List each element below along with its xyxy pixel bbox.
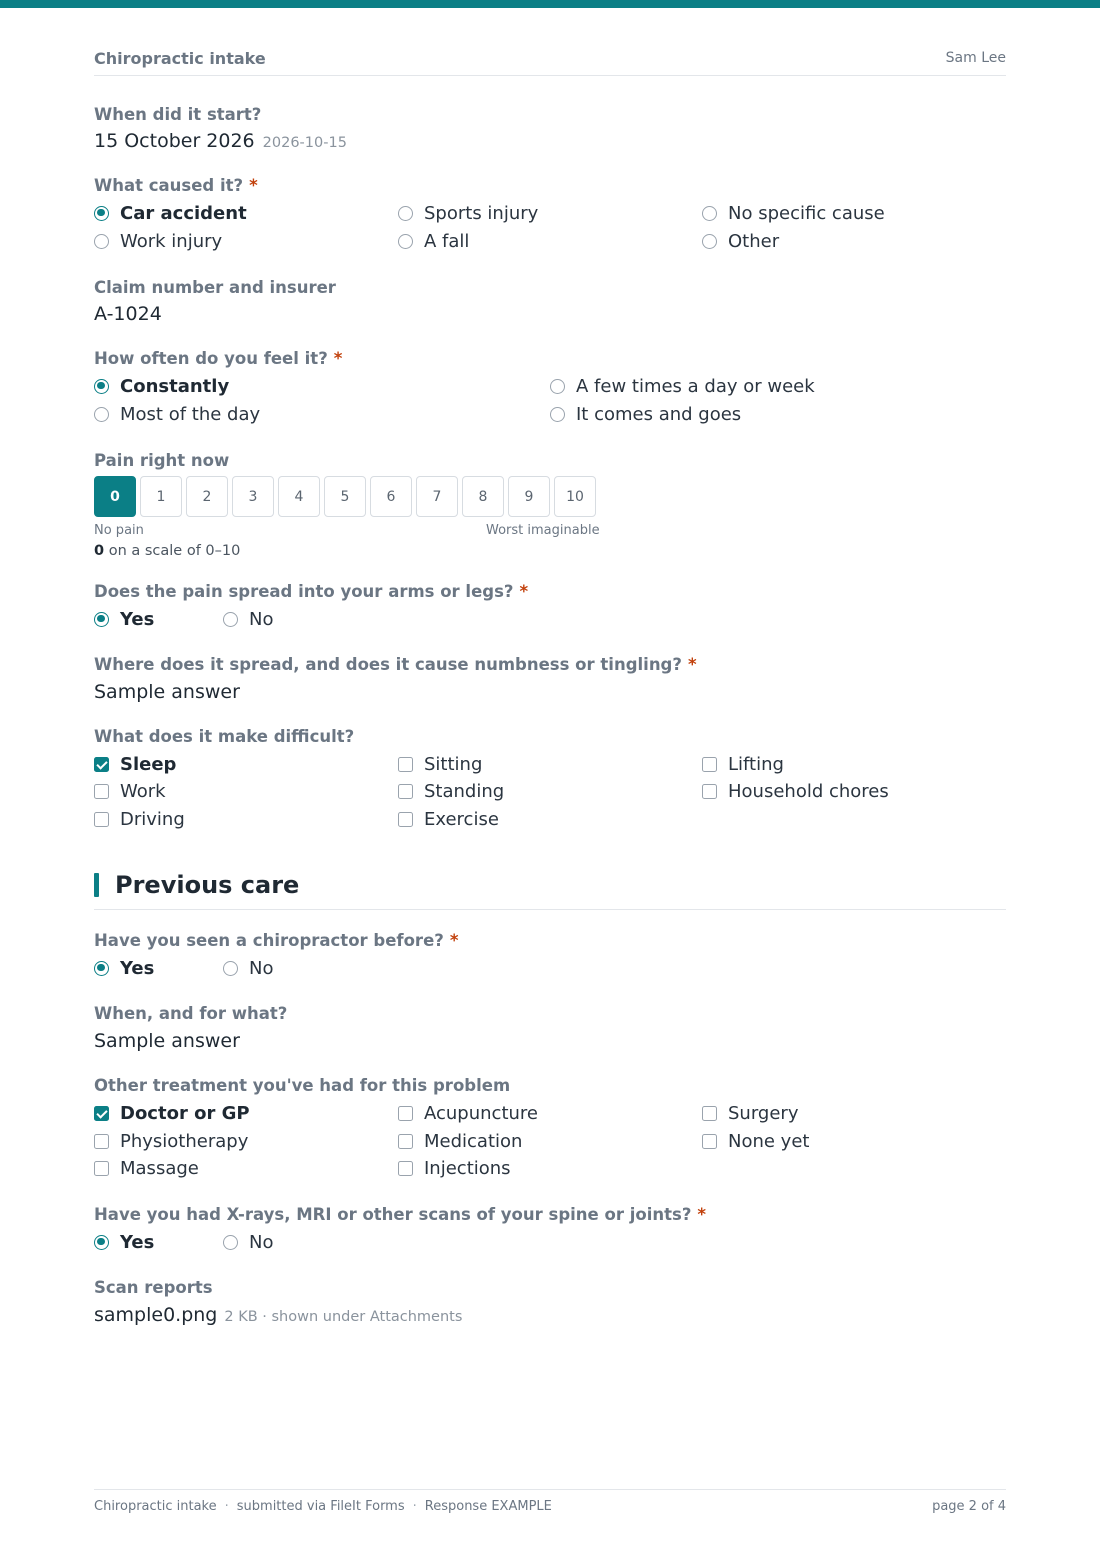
checkbox-icon [398, 784, 413, 799]
checkbox-icon [94, 784, 109, 799]
radio-icon [398, 206, 413, 221]
question-seen-before-label: Have you seen a chiropractor before? * [94, 931, 459, 950]
treatment-option-acupuncture[interactable]: Acupuncture [398, 1102, 538, 1124]
spread-option-no[interactable]: No [223, 608, 273, 630]
question-spread-label: Does the pain spread into your arms or legs? * [94, 582, 529, 601]
page-number: page 2 of 4 [932, 1499, 1006, 1514]
answer-spread-where: Sample answer [94, 681, 240, 703]
required-marker: * [333, 349, 343, 368]
radio-selected-icon [94, 206, 109, 221]
user-name: Sam Lee [945, 50, 1006, 66]
pain-value: 0 [94, 543, 105, 559]
required-marker: * [697, 1205, 707, 1224]
cause-option-work-injury[interactable]: Work injury [94, 230, 222, 252]
pain-scale-option-9[interactable]: 9 [508, 476, 550, 517]
checkbox-icon [398, 757, 413, 772]
pain-value-summary: 0 on a scale of 0–10 [94, 543, 241, 559]
checkbox-icon [94, 1134, 109, 1149]
pain-scale-high-label: Worst imaginable [486, 523, 600, 538]
radio-selected-icon [94, 1235, 109, 1250]
answer-start-date: 15 October 2026 2026-10-15 [94, 130, 347, 152]
radio-selected-icon [94, 961, 109, 976]
radio-icon [223, 612, 238, 627]
frequency-option-constantly[interactable]: Constantly [94, 375, 229, 397]
question-scan-reports-label: Scan reports [94, 1278, 213, 1297]
checkbox-icon [702, 757, 717, 772]
radio-icon [223, 1235, 238, 1250]
footer-info: Chiropractic intake · submitted via FileIt Forms · Response EXAMPLE [94, 1499, 552, 1514]
scans-option-no[interactable]: No [223, 1231, 273, 1253]
treatment-option-surgery[interactable]: Surgery [702, 1102, 798, 1124]
section-previous-care [94, 871, 1006, 910]
pain-scale-option-2[interactable]: 2 [186, 476, 228, 517]
checkbox-icon [398, 1106, 413, 1121]
question-when-what-label: When, and for what? [94, 1004, 288, 1023]
treatment-option-physiotherapy[interactable]: Physiotherapy [94, 1130, 248, 1152]
treatment-option-medication[interactable]: Medication [398, 1130, 522, 1152]
checkbox-icon [702, 1106, 717, 1121]
checkbox-icon [398, 1134, 413, 1149]
checkbox-icon [398, 1161, 413, 1176]
frequency-option-most-of-day[interactable]: Most of the day [94, 403, 260, 425]
difficult-option-lifting[interactable]: Lifting [702, 753, 784, 775]
scans-option-yes[interactable]: Yes [94, 1231, 154, 1253]
difficult-option-sleep[interactable]: Sleep [94, 753, 176, 775]
seen-before-option-yes[interactable]: Yes [94, 957, 154, 979]
checkbox-icon [702, 1134, 717, 1149]
radio-icon [702, 234, 717, 249]
radio-icon [702, 206, 717, 221]
question-spread-where-label: Where does it spread, and does it cause numbness or tingling? * [94, 655, 697, 674]
answer-start-iso: 2026-10-15 [262, 135, 347, 151]
cause-option-sports-injury[interactable]: Sports injury [398, 202, 538, 224]
section-accent-bar [94, 873, 99, 897]
question-scans-label: Have you had X-rays, MRI or other scans of your spine or joints? * [94, 1205, 707, 1224]
cause-option-no-specific-cause[interactable]: No specific cause [702, 202, 885, 224]
question-claim-label: Claim number and insurer [94, 278, 336, 297]
frequency-option-few-times[interactable]: A few times a day or week [550, 375, 815, 397]
difficult-option-driving[interactable]: Driving [94, 808, 185, 830]
page-header [94, 48, 1006, 76]
checkbox-icon [398, 812, 413, 827]
treatment-option-none-yet[interactable]: None yet [702, 1130, 809, 1152]
required-marker: * [249, 176, 258, 195]
pain-scale [94, 476, 596, 517]
checkbox-checked-icon [94, 1106, 109, 1121]
attachment-file-name: sample0.png [94, 1304, 218, 1326]
pain-scale-option-6[interactable]: 6 [370, 476, 412, 517]
top-accent-bar [0, 0, 1100, 8]
required-marker: * [687, 655, 697, 674]
answer-claim: A-1024 [94, 303, 162, 325]
question-difficult-label: What does it make difficult? [94, 727, 355, 746]
pain-scale-option-5[interactable]: 5 [324, 476, 366, 517]
difficult-option-household-chores[interactable]: Household chores [702, 780, 889, 802]
difficult-option-standing[interactable]: Standing [398, 780, 504, 802]
pain-scale-option-8[interactable]: 8 [462, 476, 504, 517]
pain-scale-option-0[interactable]: 0 [94, 476, 136, 517]
question-frequency-label: How often do you feel it? * [94, 349, 343, 368]
pain-scale-option-7[interactable]: 7 [416, 476, 458, 517]
form-title: Chiropractic intake [94, 49, 266, 68]
radio-icon [94, 407, 109, 422]
difficult-option-sitting[interactable]: Sitting [398, 753, 482, 775]
pain-scale-low-label: No pain [94, 523, 144, 538]
treatment-option-injections[interactable]: Injections [398, 1157, 511, 1179]
cause-option-car-accident[interactable]: Car accident [94, 202, 247, 224]
frequency-option-comes-and-goes[interactable]: It comes and goes [550, 403, 741, 425]
difficult-option-exercise[interactable]: Exercise [398, 808, 499, 830]
answer-when-what: Sample answer [94, 1030, 240, 1052]
treatment-option-massage[interactable]: Massage [94, 1157, 199, 1179]
question-start-label: When did it start? [94, 105, 262, 124]
checkbox-icon [702, 784, 717, 799]
difficult-option-work[interactable]: Work [94, 780, 166, 802]
question-pain-label: Pain right now [94, 451, 230, 470]
radio-icon [550, 407, 565, 422]
attachment-scan-report [94, 1304, 462, 1326]
checkbox-icon [94, 1161, 109, 1176]
question-cause-label: What caused it? * [94, 176, 258, 195]
cause-option-other[interactable]: Other [702, 230, 779, 252]
radio-selected-icon [94, 612, 109, 627]
section-title: Previous care [115, 871, 300, 899]
seen-before-option-no[interactable]: No [223, 957, 273, 979]
radio-icon [398, 234, 413, 249]
checkbox-icon [94, 812, 109, 827]
radio-selected-icon [94, 379, 109, 394]
spread-option-yes[interactable]: Yes [94, 608, 154, 630]
required-marker: * [519, 582, 529, 601]
page-footer [94, 1489, 1006, 1514]
pain-scale-option-3[interactable]: 3 [232, 476, 274, 517]
question-other-treatment-label: Other treatment you've had for this problem [94, 1076, 511, 1095]
pain-scale-option-4[interactable]: 4 [278, 476, 320, 517]
pain-scale-option-1[interactable]: 1 [140, 476, 182, 517]
radio-icon [94, 234, 109, 249]
checkbox-checked-icon [94, 757, 109, 772]
pain-scale-option-10[interactable]: 10 [554, 476, 596, 517]
radio-icon [223, 961, 238, 976]
attachment-file-meta: 2 KB · shown under Attachments [224, 1309, 463, 1325]
treatment-option-doctor-gp[interactable]: Doctor or GP [94, 1102, 250, 1124]
radio-icon [550, 379, 565, 394]
required-marker: * [449, 931, 459, 950]
cause-option-a-fall[interactable]: A fall [398, 230, 469, 252]
